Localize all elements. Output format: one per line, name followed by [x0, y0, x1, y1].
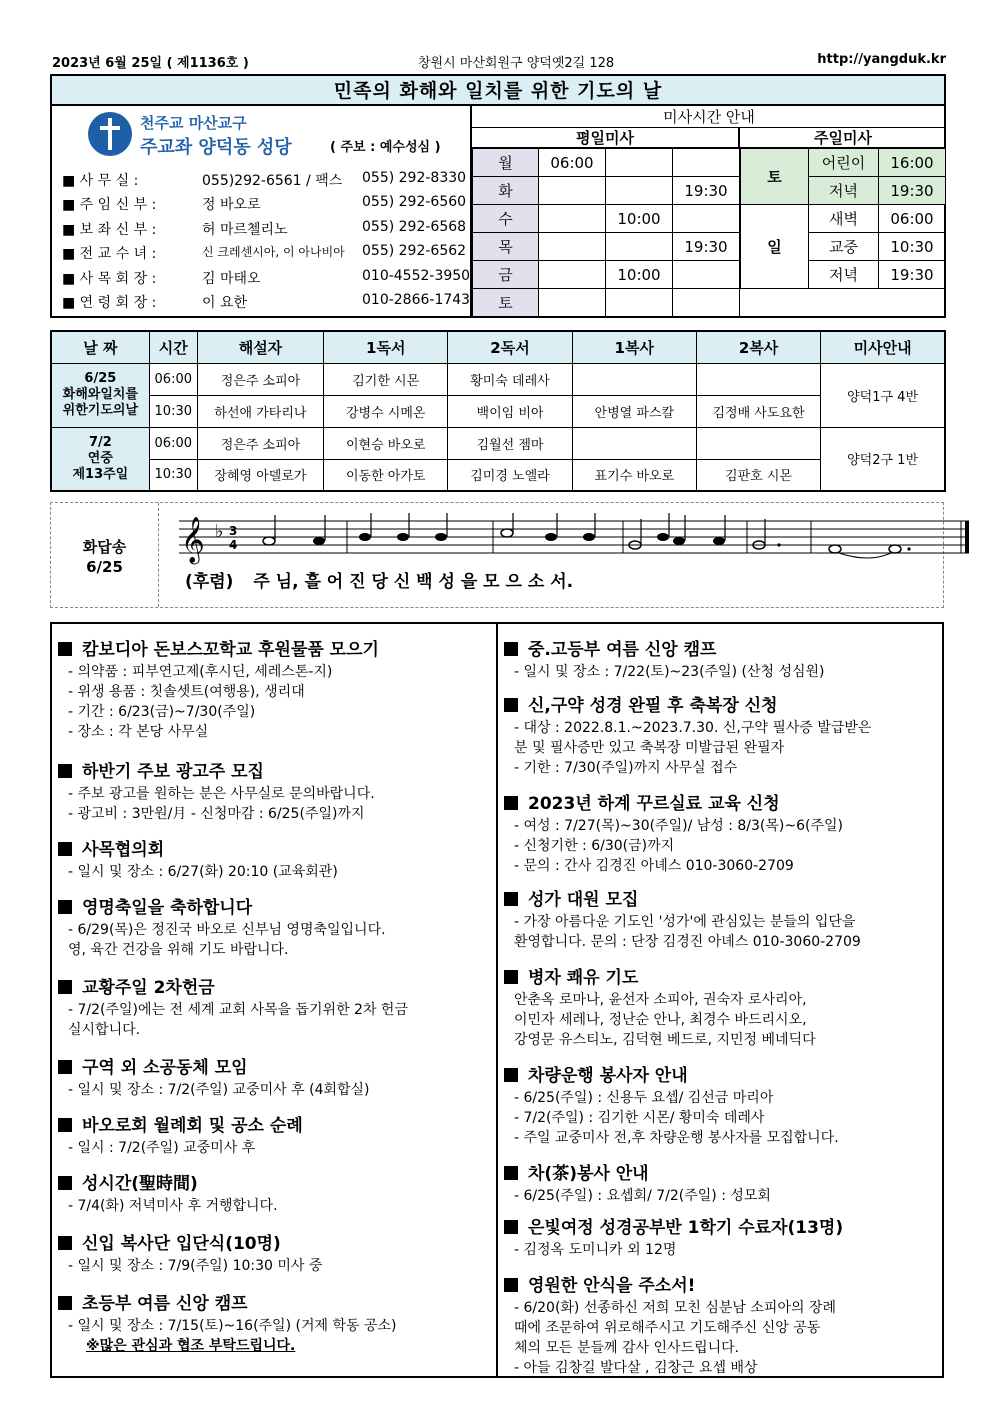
schedule-minister: 강병수 시메온 — [324, 395, 448, 427]
news-title — [504, 1274, 836, 1298]
contact-label: ■ 사 무 실 : — [62, 173, 139, 189]
weekday-name: 토 — [473, 289, 539, 317]
schedule-time: 10:30 — [149, 395, 197, 427]
mass-name: 교중 — [809, 233, 879, 261]
sunday-mass-row — [741, 205, 946, 233]
responsorial-psalm — [50, 502, 944, 608]
schedule-minister: 장혜영 아델로가 — [197, 459, 323, 491]
news-title — [504, 1216, 843, 1240]
news-note — [58, 1336, 396, 1356]
mass-time: 06:00 — [879, 205, 946, 233]
news-line: - 일시 및 장소 : 7/9(주일) 10:30 미사 중 — [68, 1258, 323, 1274]
schedule-minister: 김판호 시몬 — [696, 459, 820, 491]
schedule-minister: 정은주 소피아 — [197, 427, 323, 459]
news-title — [58, 976, 408, 1000]
news-line: - 주보 광고를 원하는 분은 사무실로 문의바랍니다. — [68, 786, 375, 802]
news-line: - 주일 교중미사 전,후 차량운행 봉사자를 모집합니다. — [514, 1130, 839, 1146]
psalm-text: 주 님, 흘 어 진 당 신 백 성 을 모 으 소 서. — [253, 572, 574, 592]
news-line: 환영합니다. 문의 : 단장 김경진 아녜스 010-3060-2709 — [514, 934, 861, 950]
weekday-mass-row — [473, 149, 740, 177]
schedule-column-header: 미사안내 — [821, 331, 945, 363]
news-item — [58, 976, 408, 1040]
svg-text:4: 4 — [229, 538, 238, 552]
schedule-column-header: 2독서 — [448, 331, 572, 363]
contact-label: ■ 주 임 신 부 : — [62, 197, 157, 213]
svg-text:♭: ♭ — [215, 521, 224, 542]
schedule-minister: 황미숙 데레사 — [448, 363, 572, 395]
news-title-text: 하반기 주보 광고주 모집 — [82, 762, 264, 782]
news-title-text: 차량운행 봉사자 안내 — [528, 1066, 688, 1086]
bullet-square-icon — [58, 900, 72, 914]
news-line: - 위생 용품 : 칫솔셋트(여행용), 생리대 — [68, 684, 305, 700]
weekday-mass-time: 19:30 — [673, 177, 740, 205]
schedule-date-line: 위한기도의날 — [62, 403, 139, 418]
news-line: - 가장 아름다운 기도인 '성가'에 관심있는 분들의 입단을 — [514, 914, 856, 930]
news-item — [58, 638, 379, 742]
schedule-minister: 이동한 아가토 — [324, 459, 448, 491]
contact-phone: 010-4552-3950 — [362, 268, 471, 284]
news-item — [58, 1114, 303, 1158]
news-line: - 기한 : 7/30(주일)까지 사무실 접수 — [514, 760, 738, 776]
bullet-square-icon — [58, 1176, 72, 1190]
schedule-minister: 백이임 비아 — [448, 395, 572, 427]
news-title — [504, 792, 843, 816]
schedule-minister — [696, 427, 820, 459]
mass-times — [470, 106, 944, 316]
weekday-mass-time — [606, 149, 673, 177]
psalm-title: 화답송 — [82, 538, 127, 556]
schedule-date-line: 화해와일치를 — [62, 387, 139, 402]
page-title: 민족의 화해와 일치를 위한 기도의 날 — [52, 76, 944, 106]
schedule-row — [51, 459, 945, 491]
mass-name: 저녁 — [809, 177, 879, 205]
schedule-guide: 양덕1구 4반 — [821, 363, 945, 427]
news-item — [504, 1274, 836, 1378]
news-item — [504, 638, 825, 682]
schedule-column-header: 1복사 — [572, 331, 696, 363]
weekday-name: 금 — [473, 261, 539, 289]
news-title — [58, 638, 379, 662]
music-staff-icon — [179, 513, 979, 569]
patron-theme: ( 주보 : 예수성심 ) — [330, 140, 441, 155]
news-line: - 6/25(주일) : 신용두 요셉/ 김선금 마리아 — [514, 1090, 774, 1106]
weekday-mass-time — [673, 205, 740, 233]
schedule-minister: 김정배 사도요한 — [696, 395, 820, 427]
news-line: 분 및 필사증만 있고 축복장 미발급된 완필자 — [514, 740, 785, 756]
mass-time: 16:00 — [879, 149, 946, 177]
bullet-square-icon — [504, 892, 518, 906]
news-title-text: 초등부 여름 신앙 캠프 — [82, 1294, 248, 1314]
schedule-minister: 이현승 바오로 — [324, 427, 448, 459]
schedule-minister: 김월선 젬마 — [448, 427, 572, 459]
news-line: - 6/20(화) 선종하신 저희 모친 심분남 소피아의 장례 — [514, 1300, 836, 1316]
news-line: - 일시 및 장소 : 6/27(화) 20:10 (교육회관) — [68, 864, 338, 880]
contact-value: 055)292-6561 / 팩스 — [202, 173, 343, 189]
bullet-square-icon — [504, 698, 518, 712]
news-title-text: 중.고등부 여름 신앙 캠프 — [528, 640, 717, 660]
liturgy-schedule-table — [50, 330, 946, 492]
news-item — [58, 760, 375, 824]
news-line: - 문의 : 간사 김경진 아녜스 010-3060-2709 — [514, 858, 794, 874]
news-title — [58, 1292, 396, 1316]
contact-value: 정 바오로 — [202, 197, 261, 213]
svg-text:𝄞: 𝄞 — [181, 517, 205, 563]
news-section — [50, 622, 944, 1378]
schedule-minister: 하선애 가타리나 — [197, 395, 323, 427]
schedule-row — [51, 395, 945, 427]
contact-phone: 055) 292-8330 — [362, 170, 467, 186]
weekday-mass-time — [606, 233, 673, 261]
schedule-row — [51, 427, 945, 459]
contact-value: 신 크레센시아, 이 아나비아 — [202, 245, 345, 259]
weekday-name: 수 — [473, 205, 539, 233]
news-line: - 일시 및 장소 : 7/15(토)~16(주일) (거제 학동 공소) — [68, 1318, 397, 1334]
news-line: - 대상 : 2022.8.1.~2023.7.30. 신,구약 필사증 발급받은 — [514, 720, 872, 736]
news-line: - 6/25(주일) : 요셉회/ 7/2(주일) : 성모회 — [514, 1188, 771, 1204]
news-title — [504, 694, 871, 718]
news-title-text: 구역 외 소공동체 모임 — [82, 1058, 248, 1078]
sunday-mass-row — [741, 149, 946, 177]
schedule-column-header: 시간 — [149, 331, 197, 363]
news-line: 체의 모든 분들께 감사 인사드립니다. — [514, 1340, 740, 1356]
psalm-lyrics — [185, 567, 573, 592]
psalm-date: 6/25 — [86, 558, 123, 576]
contact-label: ■ 전 교 수 녀 : — [62, 246, 157, 262]
news-line: 강영문 유스티노, 김덕현 베드로, 지민정 베네딕다 — [514, 1032, 816, 1048]
weekday-mass-time — [539, 289, 606, 317]
cross-logo-icon — [88, 112, 132, 156]
mass-name: 새벽 — [809, 205, 879, 233]
weekday-name: 월 — [473, 149, 539, 177]
news-title-text: 교황주일 2차헌금 — [82, 978, 215, 998]
news-line: - 신청기한 : 6/30(금)까지 — [514, 838, 675, 854]
contact-phone: 055) 292-6562 — [362, 243, 467, 259]
bullet-square-icon — [504, 642, 518, 656]
news-title — [504, 1064, 839, 1088]
weekday-mass-time — [673, 289, 740, 317]
weekday-mass-time — [673, 261, 740, 289]
sunday-mass-heading: 주일미사 — [740, 128, 946, 148]
schedule-date-line: 제13주일 — [72, 466, 129, 482]
mass-time: 19:30 — [879, 261, 946, 289]
news-line: - 기간 : 6/23(금)~7/30(주일) — [68, 704, 256, 720]
weekday-mass-row — [473, 177, 740, 205]
schedule-guide: 양덕2구 1반 — [821, 427, 945, 491]
bullet-square-icon — [58, 1060, 72, 1074]
news-title — [58, 1232, 322, 1256]
schedule-minister — [572, 363, 696, 395]
news-note-text: ※많은 관심과 협조 부탁드립니다. — [86, 1338, 296, 1354]
contact-phone: 010-2866-1743 — [362, 292, 471, 308]
schedule-minister: 정은주 소피아 — [197, 363, 323, 395]
schedule-date — [51, 363, 149, 427]
bullet-square-icon — [58, 1118, 72, 1132]
bullet-square-icon — [504, 1068, 518, 1082]
news-line: 영, 육간 건강을 위해 기도 바랍니다. — [68, 942, 289, 958]
news-title-text: 신,구약 성경 완필 후 축복장 신청 — [528, 696, 778, 716]
weekday-mass-time: 10:00 — [606, 205, 673, 233]
news-line: - 일시 및 장소 : 7/22(토)~23(주일) (산청 성심원) — [514, 664, 825, 680]
news-line: - 일시 : 7/2(주일) 교중미사 후 — [68, 1140, 256, 1156]
news-title-text: 캄보디아 돈보스꼬학교 후원물품 모으기 — [82, 640, 379, 660]
church-address: 창원시 마산회원구 양덕옛2길 128 — [418, 56, 615, 71]
bullet-square-icon — [58, 764, 72, 778]
news-title-text: 영명축일을 축하합니다 — [82, 898, 253, 918]
bullet-square-icon — [504, 1166, 518, 1180]
schedule-time: 06:00 — [149, 427, 197, 459]
weekday-mass-row — [473, 261, 740, 289]
bullet-square-icon — [58, 980, 72, 994]
bullet-square-icon — [504, 1220, 518, 1234]
news-line: - 6/29(목)은 정진국 바오로 신부님 영명축일입니다. — [68, 922, 386, 938]
news-item — [58, 1172, 278, 1216]
bullet-square-icon — [58, 842, 72, 856]
news-item — [58, 896, 386, 960]
news-title-text: 은빛여정 성경공부반 1학기 수료자(13명) — [528, 1218, 844, 1238]
weekday-mass-row — [473, 289, 740, 317]
bullet-square-icon — [504, 796, 518, 810]
mass-time: 10:30 — [879, 233, 946, 261]
weekday-mass-row — [473, 233, 740, 261]
mass-time: 19:30 — [879, 177, 946, 205]
weekday-name: 화 — [473, 177, 539, 205]
church-name: 주교좌 양덕동 성당 — [140, 137, 292, 158]
weekday-mass-time: 19:30 — [673, 233, 740, 261]
schedule-minister: 표기수 바오로 — [572, 459, 696, 491]
weekday-mass-row — [473, 205, 740, 233]
schedule-column-header: 해설자 — [197, 331, 323, 363]
website-link[interactable]: http://yangduk.kr — [817, 52, 946, 67]
schedule-time: 06:00 — [149, 363, 197, 395]
news-title-text: 바오로회 월례회 및 공소 순례 — [82, 1116, 303, 1136]
news-title-text: 신입 복사단 입단식(10명) — [82, 1234, 281, 1254]
news-line: - 일시 및 장소 : 7/2(주일) 교중미사 후 (4회합실) — [68, 1082, 370, 1098]
schedule-column-header: 날 짜 — [51, 331, 149, 363]
contact-value: 이 요한 — [202, 295, 248, 311]
news-title-text: 성가 대원 모집 — [528, 890, 639, 910]
column-divider — [496, 624, 498, 1376]
news-line: - 여성 : 7/27(목)~30(주일)/ 남성 : 8/3(목)~6(주일) — [514, 818, 843, 834]
news-line: - 7/4(화) 저녁미사 후 거행합니다. — [68, 1198, 278, 1214]
news-item — [58, 1232, 322, 1276]
schedule-time: 10:30 — [149, 459, 197, 491]
weekday-mass-time — [539, 233, 606, 261]
schedule-header-row — [51, 331, 945, 363]
weekday-mass-heading: 평일미사 — [472, 128, 740, 148]
schedule-minister: 김미경 노엘라 — [448, 459, 572, 491]
svg-text:3: 3 — [229, 524, 238, 538]
schedule-date-line: 연중 — [87, 450, 113, 466]
schedule-column-header: 1독서 — [324, 331, 448, 363]
news-item — [58, 1056, 370, 1100]
weekday-mass-time: 06:00 — [539, 149, 606, 177]
bullet-square-icon — [58, 1236, 72, 1250]
news-title-text: 영원한 안식을 주소서! — [528, 1276, 696, 1296]
news-title-text: 차(茶)봉사 안내 — [528, 1164, 649, 1184]
news-title — [58, 1114, 303, 1138]
contact-label: ■ 연 령 회 장 : — [62, 295, 157, 311]
schedule-date-line: 6/25 — [84, 371, 117, 386]
news-title — [58, 1172, 278, 1196]
weekday-mass-time — [606, 177, 673, 205]
news-title-text: 병자 쾌유 기도 — [528, 968, 639, 988]
schedule-minister — [572, 427, 696, 459]
sunday-label: 일 — [741, 205, 809, 289]
news-line: - 아들 김창길 발다살 , 김창근 요셉 배상 — [514, 1360, 758, 1376]
news-title — [504, 638, 825, 662]
schedule-date — [51, 427, 149, 491]
weekday-mass-time — [673, 149, 740, 177]
contact-value: 김 마태오 — [202, 271, 261, 287]
news-title — [504, 1162, 771, 1186]
news-item — [504, 792, 843, 876]
schedule-minister — [696, 363, 820, 395]
schedule-row — [51, 363, 945, 395]
news-line: - 7/2(주일) : 김기한 시몬/ 황미숙 데레사 — [514, 1110, 765, 1126]
contact-label: ■ 사 목 회 장 : — [62, 271, 157, 287]
news-item — [504, 888, 861, 952]
psalm-refrain: (후렴) — [185, 572, 234, 592]
news-line: - 의약품 : 피부연고제(후시딘, 세레스톤-지) — [68, 664, 333, 680]
news-title — [58, 896, 386, 920]
contact-phone: 055) 292-6568 — [362, 219, 467, 235]
schedule-minister: 김기한 시몬 — [324, 363, 448, 395]
schedule-minister: 안병열 파스칼 — [572, 395, 696, 427]
news-line: 때에 조문하여 위로해주시고 기도해주신 신앙 공동 — [514, 1320, 821, 1336]
news-line: 이민자 세레나, 정난순 안나, 최경수 바드리시오, — [514, 1012, 807, 1028]
news-title-text: 사목협의회 — [82, 840, 165, 860]
weekday-mass-time: 10:00 — [606, 261, 673, 289]
issue-date: 2023년 6월 25일 ( 제1136호 ) — [52, 56, 249, 71]
news-line: - 7/2(주일)에는 전 세계 교회 사목을 돕기위한 2차 헌금 — [68, 1002, 408, 1018]
weekday-mass-time — [606, 289, 673, 317]
schedule-column-header: 2복사 — [696, 331, 820, 363]
news-item — [504, 1064, 839, 1148]
weekday-mass-time — [539, 261, 606, 289]
header-box — [50, 74, 946, 318]
news-line: - 광고비 : 3만원/月 - 신청마감 : 6/25(주일)까지 — [68, 806, 365, 822]
news-item — [504, 966, 816, 1050]
schedule-date-line: 7/2 — [88, 434, 112, 450]
news-title-text: 2023년 하계 꾸르실료 교육 신청 — [528, 794, 780, 814]
news-line: - 장소 : 각 본당 사무실 — [68, 724, 209, 740]
sunday-mass-table — [740, 148, 946, 289]
weekday-mass-time — [539, 177, 606, 205]
weekday-mass-table — [472, 148, 740, 317]
news-item — [58, 838, 338, 882]
psalm-label — [51, 503, 159, 607]
mass-times-title: 미사시간 안내 — [472, 106, 946, 128]
contact-phone: 055) 292-6560 — [362, 194, 467, 210]
news-title-text: 성시간(聖時間) — [82, 1174, 198, 1194]
news-line: 실시합니다. — [68, 1022, 141, 1038]
news-title — [58, 1056, 370, 1080]
contact-value: 허 마르첼리노 — [202, 222, 288, 238]
contact-label: ■ 보 좌 신 부 : — [62, 222, 157, 238]
news-title — [58, 760, 375, 784]
news-item — [504, 1162, 771, 1206]
news-line: 안춘옥 로마나, 윤선자 소피아, 권숙자 로사리아, — [514, 992, 807, 1008]
bullet-square-icon — [504, 970, 518, 984]
bullet-square-icon — [58, 642, 72, 656]
news-item — [58, 1292, 396, 1356]
diocese-name: 천주교 마산교구 — [140, 114, 247, 132]
mass-name: 어린이 — [809, 149, 879, 177]
news-item — [504, 694, 871, 778]
news-title — [58, 838, 338, 862]
bullet-square-icon — [504, 1278, 518, 1292]
news-title — [504, 966, 816, 990]
news-title — [504, 888, 861, 912]
weekday-mass-time — [539, 205, 606, 233]
news-item — [504, 1216, 843, 1260]
saturday-label: 토 — [741, 149, 809, 205]
news-line: - 김정옥 도미니카 외 12명 — [514, 1242, 677, 1258]
top-line — [52, 50, 946, 72]
weekday-name: 목 — [473, 233, 539, 261]
bullet-square-icon — [58, 1296, 72, 1310]
mass-name: 저녁 — [809, 261, 879, 289]
